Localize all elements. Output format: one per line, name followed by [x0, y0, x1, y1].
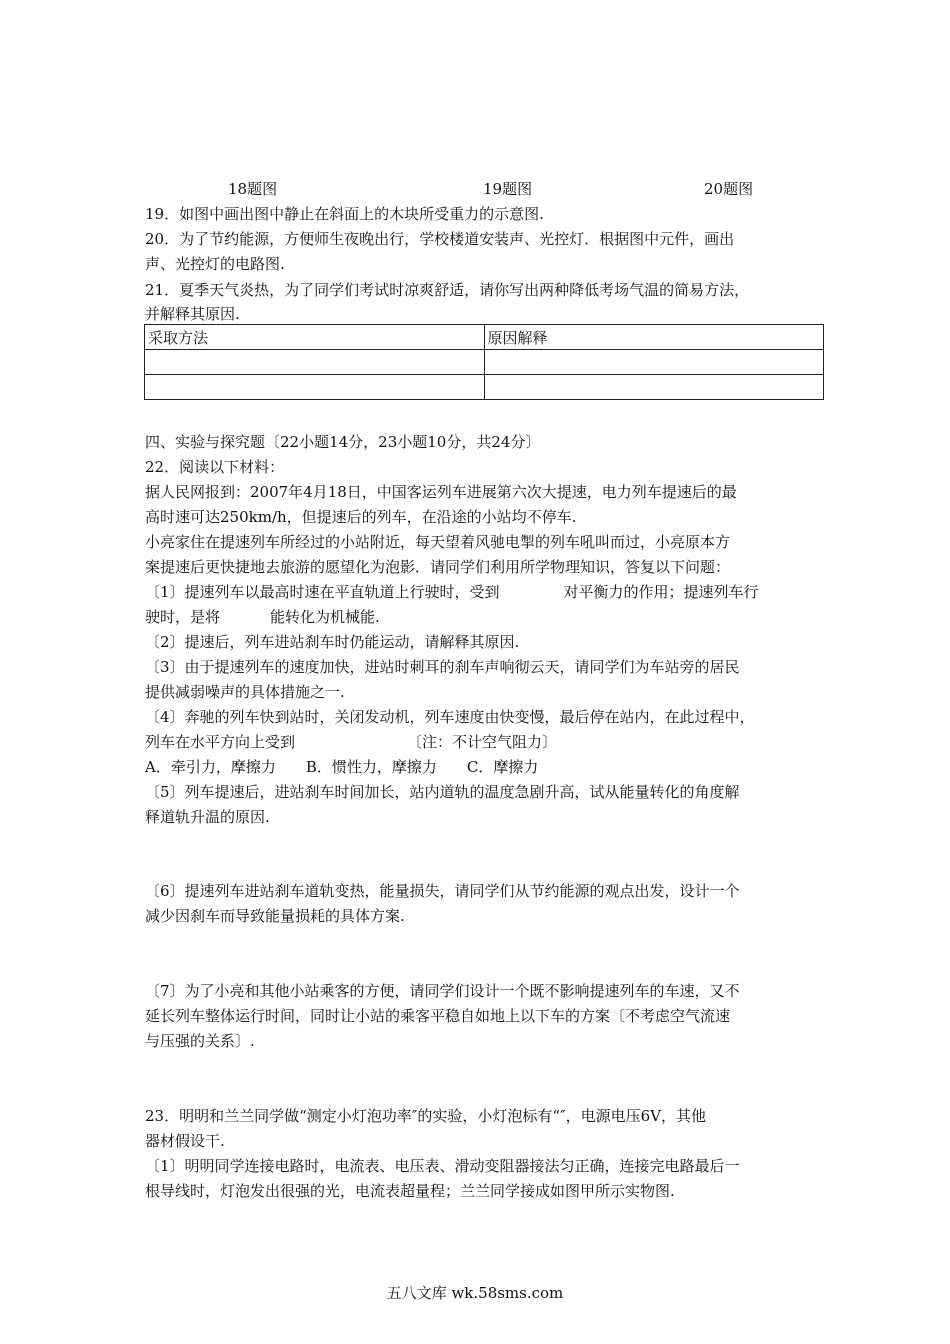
question-23-1-line-2: 根导线时，灯泡发出很强的光，电流表超量程；兰兰同学接成如图甲所示实物图.: [145, 1182, 675, 1200]
material-line-2: 高时速可达250km/h，但提速后的列车，在沿途的小站均不停车.: [145, 508, 577, 526]
question-22-5-line-1: 〔5〕列车提速后，进站刹车时间加长，站内道轨的温度急剧升高，试从能量转化的角度解: [145, 783, 740, 801]
question-22-7-line-2: 延长列车整体运行时间，同时让小站的乘客平稳自如地上以下车的方案〔不考虑空气流速: [145, 1007, 731, 1025]
question-21-line-2: 并解释其原因.: [145, 305, 240, 323]
q22-1-text-c: 驶时，是将: [145, 608, 221, 626]
question-22-2: 〔2〕提速后，列车进站刹车时仍能运动，请解释其原因.: [145, 633, 520, 651]
answer-table: [144, 324, 824, 400]
q22-1-text-a: 〔1〕提速列车以最高时速在平直轨道上行驶时，受到: [145, 583, 500, 601]
table-cell[interactable]: [145, 350, 485, 375]
question-22-3-line-1: 〔3〕由于提速列车的速度加快，进站时刺耳的刹车声响彻云天，请同学们为车站旁的居民: [145, 658, 740, 676]
table-row: [145, 375, 824, 400]
table-header-method: 采取方法: [145, 325, 485, 350]
question-22-3-line-2: 提供减弱噪声的具体措施之一.: [145, 683, 345, 701]
question-23-line-2: 器材假设干.: [145, 1132, 225, 1150]
q22-4-text-c: 〔注：不计空气阻力〕: [407, 733, 558, 751]
question-22-6-line-1: 〔6〕提速列车进站刹车道轨变热，能量损失，请同学们从节约能源的观点出发，设计一个: [145, 882, 740, 900]
figure-label-18: 18题图: [228, 180, 278, 198]
question-23-1-line-1: 〔1〕明明同学连接电路时，电流表、电压表、滑动变阻器接法匀正确，连接完电路最后一: [145, 1157, 740, 1175]
question-22-6-line-2: 减少因刹车而导致能量损耗的具体方案.: [145, 907, 405, 925]
table-cell[interactable]: [484, 375, 824, 400]
table-cell[interactable]: [484, 350, 824, 375]
option-c: C．摩擦力: [466, 758, 539, 776]
question-23-line-1: 23．明明和兰兰同学做“测定小灯泡功率″的实验，小灯泡标有“″，电源电压6V，其他: [145, 1107, 707, 1125]
q22-4-text-b: 列车在水平方向上受到: [145, 733, 296, 751]
question-21-line-1: 21．夏季天气炎热，为了同学们考试时凉爽舒适，请你写出两种降低考场气温的简易方法，: [145, 281, 750, 299]
q22-1-text-d: 能转化为机械能.: [270, 608, 380, 626]
material-line-1: 据人民网报到：2007年4月18日，中国客运列车进展第六次大提速，电力列车提速后的最: [145, 483, 737, 501]
question-22-7-line-3: 与压强的关系〕.: [145, 1032, 255, 1050]
question-20-line-2: 声、光控灯的电路图.: [145, 255, 285, 273]
question-22-1-line-1: [145, 581, 759, 602]
material-line-3: 小亮家住在提速列车所经过的小站附近，每天望着风驰电掣的列车吼叫而过，小亮原本方: [145, 533, 731, 551]
figure-label-19: 19题图: [483, 180, 533, 198]
option-a: A．牵引力，摩擦力: [145, 758, 276, 776]
question-22-4-options: [145, 756, 538, 777]
question-20-line-1: 20．为了节约能源，方便师生夜晚出行，学校楼道安装声、光控灯．根据图中元件，画出: [145, 230, 735, 248]
figure-label-20: 20题图: [704, 180, 754, 198]
question-22-7-line-1: 〔7〕为了小亮和其他小站乘客的方便，请同学们设计一个既不影响提速列车的车速，又不: [145, 982, 740, 1000]
table-cell[interactable]: [145, 375, 485, 400]
question-22-4-line-2: [145, 731, 557, 752]
question-22-1-line-2: [145, 606, 380, 627]
q22-1-text-b: 对平衡力的作用；提速列车行: [563, 583, 759, 601]
option-b: B．惯性力，摩擦力: [305, 758, 437, 776]
table-row: [145, 350, 824, 375]
question-22-intro: 22．阅读以下材料：: [145, 458, 285, 476]
table-header-reason: 原因解释: [484, 325, 824, 350]
question-19: 19．如图中画出图中静止在斜面上的木块所受重力的示意图.: [145, 205, 544, 223]
section-4-heading: 四、实验与探究题〔22小题14分，23小题10分，共24分〕: [145, 433, 541, 451]
footer-watermark: 五八文库 wk.58sms.com: [386, 1284, 564, 1302]
table-header-row: [145, 325, 824, 350]
question-22-4-line-1: 〔4〕奔驰的列车快到站时，关闭发动机，列车速度由快变慢，最后停在站内，在此过程中，: [145, 708, 755, 726]
material-line-4: 案提速后更快捷地去旅游的愿望化为泡影．请同学们利用所学物理知识，答复以下问题：: [145, 558, 731, 576]
question-22-5-line-2: 释道轨升温的原因.: [145, 808, 270, 826]
